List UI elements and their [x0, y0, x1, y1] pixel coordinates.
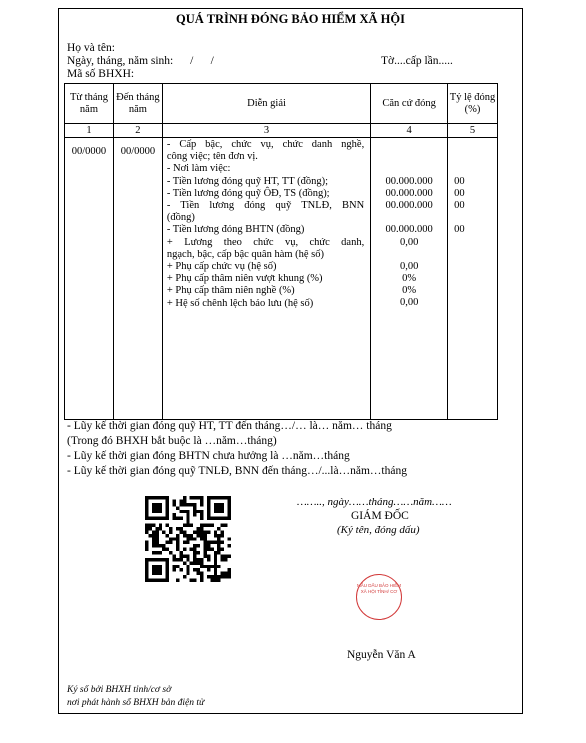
rate-value — [448, 285, 497, 297]
base-value: 0,00 — [399, 236, 419, 248]
rate-value — [448, 163, 497, 175]
signature-subtitle: (Ký tên, đóng dấu) — [337, 524, 420, 536]
rate-value: 00 — [454, 224, 465, 236]
header-from-label: Từ tháng năm — [69, 91, 108, 115]
header-from — [65, 84, 114, 124]
header-base — [371, 84, 448, 124]
description-line: + Phụ cấp chức vụ (hệ số) — [166, 261, 277, 273]
from-date: 00/0000 — [65, 138, 114, 420]
rate-value: 00 — [454, 199, 465, 211]
signer-name: Nguyễn Văn A — [347, 649, 416, 661]
base-value — [371, 139, 447, 151]
index-cell: 3 — [162, 124, 370, 138]
dob-row — [67, 55, 214, 67]
base-value: 0% — [402, 285, 417, 297]
header-desc — [162, 84, 370, 124]
base-value — [371, 151, 447, 163]
header-base-label: Căn cứ đóng — [382, 97, 436, 109]
rate-value — [448, 212, 497, 224]
summary-line: - Lũy kế thời gian đóng quỹ TNLĐ, BNN đến tháng…/...là…năm…tháng — [67, 465, 407, 477]
rate-value — [448, 297, 497, 309]
index-cell: 1 — [65, 124, 114, 138]
header-to-label: Đến tháng năm — [116, 91, 160, 115]
description-line: - Tiền lương đóng BHTN (đồng) — [166, 224, 305, 236]
description-line: + Phụ cấp thâm niên nghề (%) — [166, 285, 295, 297]
description-line: ngạch, bậc, cấp bậc quân hàm (hệ số) — [166, 248, 325, 260]
summary-line: (Trong đó BHXH bắt buộc là …năm…tháng) — [67, 435, 277, 447]
description-line: - Tiền lương đóng quỹ HT, TT (đồng); — [166, 175, 329, 187]
column-index-row — [65, 124, 498, 138]
summary-line: - Lũy kế thời gian đóng quỹ HT, TT đến tháng…/… là… năm… tháng — [67, 420, 392, 432]
summary-line: - Lũy kế thời gian đóng BHTN chưa hưởng là …năm…tháng — [67, 450, 350, 462]
base-value: 00.000.000 — [385, 187, 433, 199]
rate-value — [448, 151, 497, 163]
rate-list — [448, 139, 497, 310]
rate-value — [448, 237, 497, 249]
base-value: 0% — [402, 273, 417, 285]
base-value — [371, 212, 447, 224]
index-cell: 2 — [113, 124, 162, 138]
qr-code-icon — [145, 496, 231, 582]
header-desc-label: Diễn giải — [247, 97, 286, 109]
signature-date: …….., ngày……tháng……năm…… — [297, 496, 452, 508]
to-date: 00/0000 — [113, 138, 162, 420]
base-cell — [371, 138, 448, 420]
social-id-label: Mã số BHXH: — [67, 68, 135, 80]
header-rate-label: Tỷ lệ đóng (%) — [449, 91, 496, 115]
rate-value — [448, 139, 497, 151]
description-line: công việc; tên đơn vị. — [166, 151, 258, 163]
header-rate — [448, 84, 498, 124]
description-line: + Phụ cấp thâm niên vượt khung (%) — [166, 273, 323, 285]
base-value: 00.000.000 — [385, 224, 433, 236]
name-label: Họ và tên: — [67, 42, 115, 54]
rate-value: 00 — [454, 175, 465, 187]
rate-value — [448, 249, 497, 261]
table-header-row — [65, 84, 498, 124]
stamp-text: MẪU DẤU BẢO HIỂM XÃ HỘI TỈNH/ CƠ — [357, 583, 402, 594]
description-line: - Nơi làm việc: — [166, 163, 231, 175]
header-to — [113, 84, 162, 124]
dob-label: Ngày, tháng, năm sinh: — [67, 55, 174, 67]
base-value: 00.000.000 — [385, 175, 433, 187]
footer-line: nơi phát hành sổ BHXH bản điện tử — [67, 698, 205, 708]
base-value: 0,00 — [399, 297, 419, 309]
description-cell — [162, 138, 370, 420]
description-line: + Lương theo chức vụ, chức danh, — [166, 236, 365, 248]
description-line: (đồng) — [166, 212, 195, 224]
sheet-label: Tờ....cấp lần..... — [381, 55, 453, 67]
rate-value — [448, 273, 497, 285]
base-list — [371, 139, 447, 310]
index-cell: 4 — [371, 124, 448, 138]
rate-value — [448, 261, 497, 273]
official-stamp — [356, 574, 402, 620]
description-line: - Tiền lương đóng quỹ TNLĐ, BNN — [166, 200, 365, 212]
base-value: 0,00 — [399, 260, 419, 272]
base-value — [371, 163, 447, 175]
rate-value: 00 — [454, 187, 465, 199]
description-line: - Tiền lương đóng quỹ ÔĐ, TS (đồng); — [166, 187, 330, 199]
footer-line: Ký số bởi BHXH tỉnh/cơ sở — [67, 685, 172, 695]
contribution-table — [64, 83, 498, 420]
document-title: QUÁ TRÌNH ĐÓNG BẢO HIỂM XÃ HỘI — [176, 12, 405, 26]
description-line: - Cấp bậc, chức vụ, chức danh nghề, — [166, 139, 365, 150]
description-line: + Hệ số chênh lệch bảo lưu (hệ số) — [166, 297, 314, 309]
index-cell: 5 — [448, 124, 498, 138]
insurance-record-page — [58, 8, 523, 714]
description-list — [163, 139, 370, 310]
base-value — [371, 249, 447, 261]
table-row — [65, 138, 498, 420]
signature-title: GIÁM ĐỐC — [351, 510, 409, 522]
base-value: 00.000.000 — [385, 199, 433, 211]
dob-value: / / — [190, 55, 214, 67]
rate-cell — [448, 138, 498, 420]
